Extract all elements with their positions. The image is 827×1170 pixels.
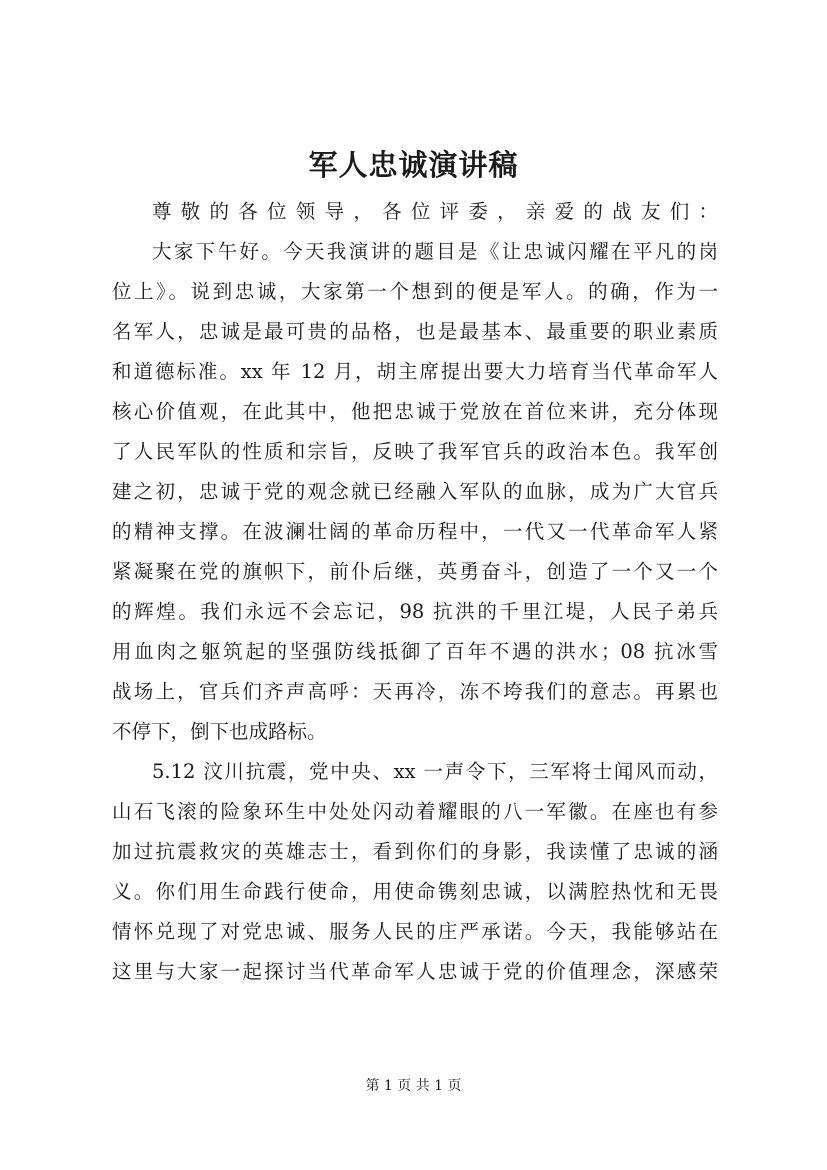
text-line: 紧凝聚在党的旗帜下，前仆后继，英勇奋斗，创造了一个又一个	[112, 560, 718, 583]
text-line-salutation: 尊敬的各位领导，各位评委，亲爱的战友们：	[152, 200, 718, 223]
text-line: 的辉煌。我们永远不会忘记，98 抗洪的千里江堤，人民子弟兵	[112, 600, 718, 623]
text-line: 和道德标准。xx 年 12 月，胡主席提出要大力培育当代革命军人	[112, 360, 718, 383]
text-line: 战场上，官兵们齐声高呼：天再冷，冻不垮我们的意志。再累也	[112, 680, 718, 703]
text-line: 义。你们用生命践行使命，用使命镌刻忠诚，以满腔热忱和无畏	[112, 880, 718, 903]
text-line: 了人民军队的性质和宗旨，反映了我军官兵的政治本色。我军创	[112, 440, 718, 463]
text-line: 5.12 汶川抗震，党中央、xx 一声令下，三军将士闻风而动，	[152, 760, 718, 783]
text-line: 核心价值观，在此其中，他把忠诚于党放在首位来讲，充分体现	[112, 400, 718, 423]
text-line: 加过抗震救灾的英雄志士，看到你们的身影，我读懂了忠诚的涵	[112, 840, 718, 863]
text-line: 不停下，倒下也成路标。	[112, 720, 327, 743]
text-line: 这里与大家一起探讨当代革命军人忠诚于党的价值理念，深感荣	[112, 960, 718, 983]
text-line: 情怀兑现了对党忠诚、服务人民的庄严承诺。今天，我能够站在	[112, 920, 718, 943]
page-number-footer: 第 1 页 共 1 页	[365, 1078, 462, 1094]
text-line: 建之初，忠诚于党的观念就已经融入军队的血脉，成为广大官兵	[112, 480, 718, 503]
text-line: 名军人，忠诚是最可贵的品格，也是最基本、最重要的职业素质	[112, 320, 718, 343]
speech-body	[112, 192, 718, 992]
document-title: 军人忠诚演讲稿	[308, 148, 519, 182]
text-line: 山石飞滚的险象环生中处处闪动着耀眼的八一军徽。在座也有参	[112, 800, 718, 823]
text-line: 大家下午好。今天我演讲的题目是《让忠诚闪耀在平凡的岗	[152, 240, 718, 263]
text-line: 用血肉之躯筑起的坚强防线抵御了百年不遇的洪水；08 抗冰雪	[112, 640, 718, 663]
text-line: 位上》。说到忠诚，大家第一个想到的便是军人。的确，作为一	[112, 280, 718, 303]
text-line: 的精神支撑。在波澜壮阔的革命历程中，一代又一代革命军人紧	[112, 520, 718, 543]
